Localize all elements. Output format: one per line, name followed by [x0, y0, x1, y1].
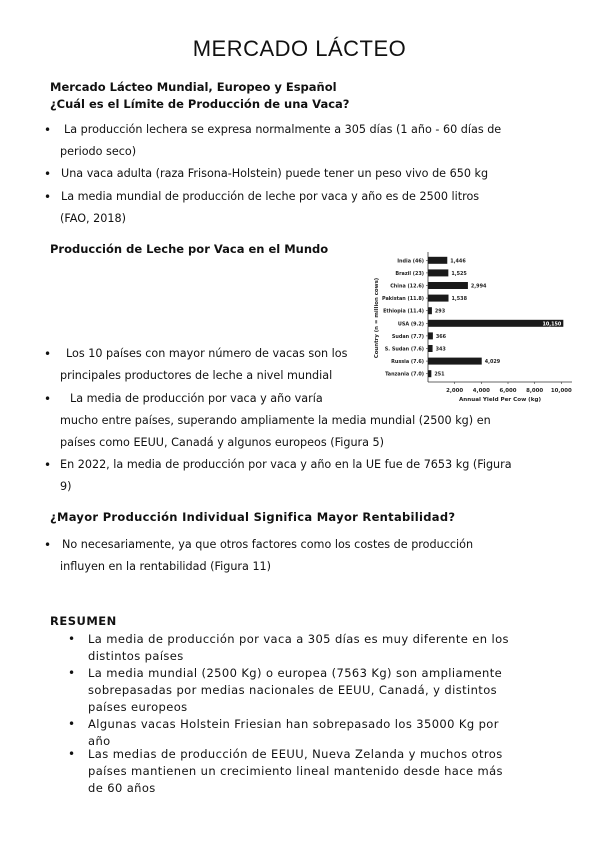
section3-heading: ¿Mayor Producción Individual Significa Mayor Rentabilidad? [50, 510, 456, 524]
bullet-icon: • [44, 458, 52, 472]
s3-bullet-1-line2: influyen en la rentabilidad (Figura 11) [60, 560, 272, 573]
data-label: 10,150 [542, 321, 562, 328]
bar [428, 307, 432, 314]
s1-bullet-2-line1: Una vaca adulta (raza Frisona-Holstein) puede tener un peso vivo de 650 kg [61, 167, 489, 180]
data-label: 2,994 [470, 283, 487, 290]
data-label: 366 [435, 333, 447, 340]
data-label: 293 [434, 308, 446, 315]
s2-bullet-2-line3: países como EEUU, Canadá y algunos europeos (Figura 5) [60, 436, 385, 449]
category-label: Brazil (23) [395, 270, 424, 277]
s2-bullet-2-line1: La media de producción por vaca y año varía [70, 392, 323, 405]
resumen-bullet-1-line1: La media de producción por vaca a 305 días es muy diferente en los [88, 632, 509, 646]
section1-heading-line1: Mercado Lácteo Mundial, Europeo y Español [50, 80, 337, 94]
bar [428, 370, 431, 377]
resumen-bullet-1-line2: distintos países [88, 649, 184, 663]
s3-bullet-1-line1: No necesariamente, ya que otros factores como los costes de producción [62, 538, 474, 551]
s2-bullet-1-line1: Los 10 países con mayor número de vacas son los [66, 347, 348, 360]
resumen-bullet-4-line1: Las medias de producción de EEUU, Nueva Zelanda y muchos otros [88, 747, 503, 761]
category-label: Pakistan (11.8) [382, 296, 424, 303]
bullet-icon: • [44, 538, 52, 552]
resumen-heading: RESUMEN [50, 614, 117, 628]
bar [428, 332, 433, 339]
category-label: Ethiopia (11.4) [383, 308, 424, 315]
y-axis-label: Country (n = million cows) [374, 277, 380, 359]
x-tick-label: 6,000 [499, 388, 517, 394]
bullet-icon: • [44, 347, 52, 361]
bar [428, 257, 447, 264]
category-label: Sudan (7.7) [391, 333, 424, 340]
data-label: 1,525 [451, 270, 467, 277]
bullet-icon: • [68, 666, 76, 680]
resumen-bullet-2-line3: países europeos [88, 700, 188, 714]
s2-bullet-3-line2: 9) [60, 480, 72, 493]
x-tick-label: 4,000 [472, 388, 490, 394]
x-tick-label: 10,000 [550, 388, 572, 394]
data-label: 1,446 [450, 258, 466, 265]
s2-bullet-2-line2: mucho entre países, superando ampliamente la media mundial (2500 kg) en [60, 414, 491, 427]
resumen-bullet-3-line1: Algunas vacas Holstein Friesian han sobrepasado los 35000 Kg por [88, 717, 499, 731]
category-label: USA (9.2) [397, 321, 424, 328]
s1-bullet-3-line2: (FAO, 2018) [60, 212, 126, 225]
data-label: 1,538 [451, 296, 467, 303]
yield-per-cow-chart [370, 248, 580, 406]
bar [428, 358, 482, 365]
bullet-icon: • [68, 632, 76, 646]
bar [428, 269, 448, 276]
s1-bullet-1-line1: La producción lechera se expresa normalmente a 305 días (1 año - 60 días de [64, 123, 502, 136]
data-label: 343 [435, 346, 446, 353]
s2-bullet-1-line2: principales productores de leche a nivel mundial [60, 369, 333, 382]
category-label: Tanzania (7.0) [385, 371, 424, 378]
bullet-icon: • [44, 123, 52, 137]
resumen-bullet-4-line3: de 60 años [88, 781, 156, 795]
section1-heading-line2: ¿Cuál es el Límite de Producción de una Vaca? [50, 97, 350, 111]
bar [428, 282, 468, 289]
bullet-icon: • [68, 747, 76, 761]
bar [428, 295, 449, 302]
resumen-bullet-3-line2: año [88, 734, 111, 748]
category-label: India (46) [397, 258, 424, 265]
x-axis-label: Annual Yield Per Cow (kg) [458, 397, 542, 403]
page-title: MERCADO LÁCTEO [192, 36, 407, 61]
resumen-bullet-2-line1: La media mundial (2500 Kg) o europea (7563 Kg) son ampliamente [88, 666, 503, 680]
x-tick-label: 8,000 [526, 388, 544, 394]
bullet-icon: • [44, 190, 52, 204]
category-label: Russia (7.6) [391, 359, 424, 366]
bar [428, 345, 433, 352]
resumen-bullet-2-line2: sobrepasadas por medias nacionales de EEUU, Canadá, y distintos [88, 683, 498, 697]
bullet-icon: • [44, 167, 52, 181]
data-label: 4,029 [484, 359, 501, 366]
data-label: 251 [434, 371, 445, 378]
s1-bullet-1-line2: periodo seco) [60, 145, 137, 158]
bullet-icon: • [68, 717, 76, 731]
bullet-icon: • [44, 392, 52, 406]
section2-heading: Producción de Leche por Vaca en el Mundo [50, 242, 329, 256]
s1-bullet-3-line1: La media mundial de producción de leche por vaca y año es de 2500 litros [61, 190, 480, 203]
category-label: China (12.6) [390, 283, 424, 290]
category-label: S. Sudan (7.6) [384, 346, 424, 353]
resumen-bullet-4-line2: países mantienen un crecimiento lineal mantenido desde hace más [88, 764, 503, 778]
s2-bullet-3-line1: En 2022, la media de producción por vaca y año en la UE fue de 7653 kg (Figura [60, 458, 512, 471]
x-tick-label: 2,000 [446, 388, 464, 394]
